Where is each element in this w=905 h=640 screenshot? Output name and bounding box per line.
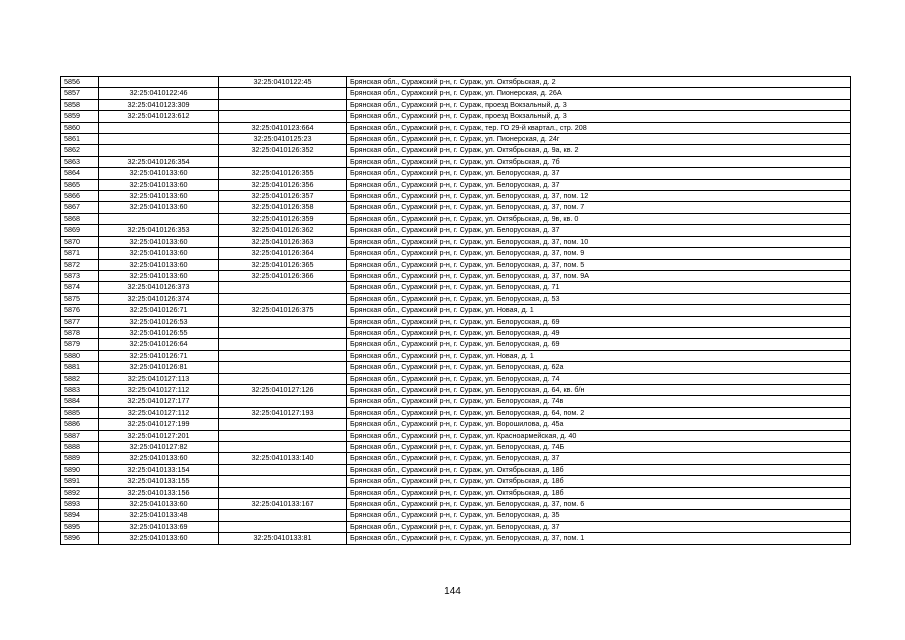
address-cell: Брянская обл., Суражский р-н, г. Сураж, ул. Белорусская, д. 37: [347, 179, 851, 190]
table-row: [61, 305, 851, 316]
object-cadastral-number-cell: 32:25:0410126:355: [219, 168, 347, 179]
row-number-cell: 5892: [61, 487, 99, 498]
object-cadastral-number-cell: [219, 156, 347, 167]
table-row: [61, 88, 851, 99]
table-row: [61, 521, 851, 532]
table-row: [61, 419, 851, 430]
address-cell: Брянская обл., Суражский р-н, г. Сураж, ул. Белорусская, д. 49: [347, 327, 851, 338]
cadastral-number-cell: 32:25:0410133:60: [99, 179, 219, 190]
table-row: [61, 111, 851, 122]
table-row: [61, 362, 851, 373]
row-number-cell: 5889: [61, 453, 99, 464]
row-number-cell: 5878: [61, 327, 99, 338]
address-cell: Брянская обл., Суражский р-н, г. Сураж, ул. Белорусская, д. 71: [347, 282, 851, 293]
object-cadastral-number-cell: 32:25:0410126:363: [219, 236, 347, 247]
cadastral-number-cell: [99, 77, 219, 88]
cadastral-number-cell: 32:25:0410123:612: [99, 111, 219, 122]
address-cell: Брянская обл., Суражский р-н, г. Сураж, ул. Белорусская, д. 37, пом. 7: [347, 202, 851, 213]
table-row: [61, 270, 851, 281]
row-number-cell: 5891: [61, 476, 99, 487]
row-number-cell: 5880: [61, 350, 99, 361]
cadastral-number-cell: 32:25:0410126:55: [99, 327, 219, 338]
address-cell: Брянская обл., Суражский р-н, г. Сураж, ул. Белорусская, д. 74: [347, 373, 851, 384]
cadastral-number-cell: 32:25:0410126:71: [99, 305, 219, 316]
row-number-cell: 5879: [61, 339, 99, 350]
table-row: [61, 134, 851, 145]
address-cell: Брянская обл., Суражский р-н, г. Сураж, ул. Октябрьская, д. 2: [347, 77, 851, 88]
address-cell: Брянская обл., Суражский р-н, г. Сураж, ул. Белорусская, д. 62а: [347, 362, 851, 373]
object-cadastral-number-cell: 32:25:0410126:358: [219, 202, 347, 213]
address-cell: Брянская обл., Суражский р-н, г. Сураж, ул. Пионерская, д. 26А: [347, 88, 851, 99]
row-number-cell: 5881: [61, 362, 99, 373]
address-cell: Брянская обл., Суражский р-н, г. Сураж, ул. Октябрьская, д. 7б: [347, 156, 851, 167]
object-cadastral-number-cell: 32:25:0410126:366: [219, 270, 347, 281]
object-cadastral-number-cell: [219, 88, 347, 99]
cadastral-number-cell: 32:25:0410127:177: [99, 396, 219, 407]
row-number-cell: 5872: [61, 259, 99, 270]
row-number-cell: 5890: [61, 464, 99, 475]
address-cell: Брянская обл., Суражский р-н, г. Сураж, ул. Новая, д. 1: [347, 350, 851, 361]
row-number-cell: 5856: [61, 77, 99, 88]
row-number-cell: 5893: [61, 499, 99, 510]
cadastral-number-cell: 32:25:0410122:46: [99, 88, 219, 99]
address-cell: Брянская обл., Суражский р-н, г. Сураж, ул. Белорусская, д. 37: [347, 225, 851, 236]
row-number-cell: 5896: [61, 533, 99, 544]
object-cadastral-number-cell: 32:25:0410126:359: [219, 213, 347, 224]
table-row: [61, 156, 851, 167]
table-row: [61, 225, 851, 236]
object-cadastral-number-cell: 32:25:0410123:664: [219, 122, 347, 133]
cadastral-number-cell: 32:25:0410133:60: [99, 259, 219, 270]
cadastral-number-cell: 32:25:0410133:69: [99, 521, 219, 532]
table-row: [61, 350, 851, 361]
address-cell: Брянская обл., Суражский р-н, г. Сураж, ул. Белорусская, д. 37, пом. 9А: [347, 270, 851, 281]
row-number-cell: 5876: [61, 305, 99, 316]
address-cell: Брянская обл., Суражский р-н, г. Сураж, ул. Октябрьская, д. 18б: [347, 476, 851, 487]
cadastral-number-cell: 32:25:0410133:60: [99, 168, 219, 179]
cadastral-number-cell: 32:25:0410133:60: [99, 236, 219, 247]
object-cadastral-number-cell: [219, 487, 347, 498]
address-cell: Брянская обл., Суражский р-н, г. Сураж, ул. Белорусская, д. 37: [347, 168, 851, 179]
row-number-cell: 5887: [61, 430, 99, 441]
address-cell: Брянская обл., Суражский р-н, г. Сураж, ул. Красноармейская, д. 40: [347, 430, 851, 441]
object-cadastral-number-cell: [219, 464, 347, 475]
address-cell: Брянская обл., Суражский р-н, г. Сураж, ул. Белорусская, д. 37, пом. 10: [347, 236, 851, 247]
object-cadastral-number-cell: 32:25:0410133:81: [219, 533, 347, 544]
table-row: [61, 316, 851, 327]
object-cadastral-number-cell: [219, 293, 347, 304]
table-body: [61, 77, 851, 545]
page-number: 144: [444, 586, 461, 597]
object-cadastral-number-cell: [219, 327, 347, 338]
table-row: [61, 122, 851, 133]
row-number-cell: 5864: [61, 168, 99, 179]
object-cadastral-number-cell: [219, 442, 347, 453]
cadastral-number-cell: 32:25:0410126:353: [99, 225, 219, 236]
cadastral-number-cell: 32:25:0410133:154: [99, 464, 219, 475]
object-cadastral-number-cell: 32:25:0410133:167: [219, 499, 347, 510]
object-cadastral-number-cell: [219, 316, 347, 327]
table-row: [61, 373, 851, 384]
cadastral-number-cell: [99, 134, 219, 145]
address-cell: Брянская обл., Суражский р-н, г. Сураж, ул. Белорусская, д. 64, кв. б/н: [347, 384, 851, 395]
table-row: [61, 282, 851, 293]
cadastral-number-cell: 32:25:0410133:60: [99, 191, 219, 202]
object-cadastral-number-cell: 32:25:0410125:23: [219, 134, 347, 145]
cadastral-number-cell: 32:25:0410133:60: [99, 248, 219, 259]
object-cadastral-number-cell: 32:25:0410127:126: [219, 384, 347, 395]
table-row: [61, 476, 851, 487]
row-number-cell: 5861: [61, 134, 99, 145]
cadastral-number-cell: [99, 213, 219, 224]
address-cell: Брянская обл., Суражский р-н, г. Сураж, ул. Белорусская, д. 37, пом. 9: [347, 248, 851, 259]
cadastral-number-cell: 32:25:0410133:60: [99, 202, 219, 213]
cadastral-number-cell: 32:25:0410133:60: [99, 533, 219, 544]
table-row: [61, 99, 851, 110]
table-row: [61, 464, 851, 475]
row-number-cell: 5883: [61, 384, 99, 395]
table-row: [61, 407, 851, 418]
cadastral-number-cell: 32:25:0410126:373: [99, 282, 219, 293]
cadastral-number-cell: 32:25:0410127:201: [99, 430, 219, 441]
object-cadastral-number-cell: [219, 396, 347, 407]
address-cell: Брянская обл., Суражский р-н, г. Сураж, ул. Белорусская, д. 35: [347, 510, 851, 521]
table-row: [61, 259, 851, 270]
object-cadastral-number-cell: [219, 510, 347, 521]
cadastral-number-cell: 32:25:0410133:48: [99, 510, 219, 521]
cadastral-number-cell: 32:25:0410133:155: [99, 476, 219, 487]
cadastral-number-cell: 32:25:0410126:64: [99, 339, 219, 350]
cadastral-number-cell: [99, 122, 219, 133]
row-number-cell: 5888: [61, 442, 99, 453]
object-cadastral-number-cell: [219, 282, 347, 293]
address-cell: Брянская обл., Суражский р-н, г. Сураж, ул. Белорусская, д. 69: [347, 316, 851, 327]
row-number-cell: 5877: [61, 316, 99, 327]
row-number-cell: 5863: [61, 156, 99, 167]
row-number-cell: 5868: [61, 213, 99, 224]
object-cadastral-number-cell: [219, 521, 347, 532]
cadastral-number-cell: 32:25:0410133:156: [99, 487, 219, 498]
address-cell: Брянская обл., Суражский р-н, г. Сураж, ул. Белорусская, д. 37, пом. 6: [347, 499, 851, 510]
row-number-cell: 5874: [61, 282, 99, 293]
cadastral-number-cell: 32:25:0410127:199: [99, 419, 219, 430]
cadastral-number-cell: 32:25:0410127:112: [99, 407, 219, 418]
object-cadastral-number-cell: [219, 350, 347, 361]
object-cadastral-number-cell: 32:25:0410126:364: [219, 248, 347, 259]
table-row: [61, 248, 851, 259]
address-cell: Брянская обл., Суражский р-н, г. Сураж, ул. Белорусская, д. 53: [347, 293, 851, 304]
cadastral-number-cell: 32:25:0410126:53: [99, 316, 219, 327]
row-number-cell: 5894: [61, 510, 99, 521]
table-row: [61, 213, 851, 224]
address-cell: Брянская обл., Суражский р-н, г. Сураж, ул. Белорусская, д. 69: [347, 339, 851, 350]
table-row: [61, 453, 851, 464]
row-number-cell: 5857: [61, 88, 99, 99]
cadastral-register-table: [60, 76, 851, 545]
row-number-cell: 5895: [61, 521, 99, 532]
row-number-cell: 5869: [61, 225, 99, 236]
address-cell: Брянская обл., Суражский р-н, г. Сураж, проезд Вокзальный, д. 3: [347, 111, 851, 122]
object-cadastral-number-cell: [219, 362, 347, 373]
table-row: [61, 293, 851, 304]
table-row: [61, 384, 851, 395]
address-cell: Брянская обл., Суражский р-н, г. Сураж, ул. Белорусская, д. 37: [347, 453, 851, 464]
row-number-cell: 5882: [61, 373, 99, 384]
object-cadastral-number-cell: 32:25:0410133:140: [219, 453, 347, 464]
cadastral-number-cell: 32:25:0410126:71: [99, 350, 219, 361]
cadastral-number-cell: 32:25:0410126:374: [99, 293, 219, 304]
row-number-cell: 5873: [61, 270, 99, 281]
table-row: [61, 396, 851, 407]
cadastral-number-cell: 32:25:0410133:60: [99, 499, 219, 510]
address-cell: Брянская обл., Суражский р-н, г. Сураж, ул. Октябрьская, д. 18б: [347, 464, 851, 475]
table-row: [61, 202, 851, 213]
address-cell: Брянская обл., Суражский р-н, г. Сураж, ул. Октябрьская, д. 9в, кв. 0: [347, 213, 851, 224]
object-cadastral-number-cell: 32:25:0410126:362: [219, 225, 347, 236]
object-cadastral-number-cell: 32:25:0410126:365: [219, 259, 347, 270]
row-number-cell: 5862: [61, 145, 99, 156]
cadastral-number-cell: 32:25:0410126:354: [99, 156, 219, 167]
row-number-cell: 5858: [61, 99, 99, 110]
table-row: [61, 533, 851, 544]
row-number-cell: 5886: [61, 419, 99, 430]
row-number-cell: 5859: [61, 111, 99, 122]
row-number-cell: 5865: [61, 179, 99, 190]
cadastral-number-cell: 32:25:0410127:112: [99, 384, 219, 395]
cadastral-number-cell: 32:25:0410133:60: [99, 453, 219, 464]
address-cell: Брянская обл., Суражский р-н, г. Сураж, тер. ГО 29-й квартал., стр. 208: [347, 122, 851, 133]
table-row: [61, 168, 851, 179]
object-cadastral-number-cell: 32:25:0410126:357: [219, 191, 347, 202]
cadastral-number-cell: 32:25:0410133:60: [99, 270, 219, 281]
address-cell: Брянская обл., Суражский р-н, г. Сураж, ул. Белорусская, д. 37: [347, 521, 851, 532]
address-cell: Брянская обл., Суражский р-н, г. Сураж, проезд Вокзальный, д. 3: [347, 99, 851, 110]
object-cadastral-number-cell: [219, 99, 347, 110]
table-row: [61, 430, 851, 441]
address-cell: Брянская обл., Суражский р-н, г. Сураж, ул. Пионерская, д. 24г: [347, 134, 851, 145]
cadastral-number-cell: 32:25:0410126:81: [99, 362, 219, 373]
row-number-cell: 5884: [61, 396, 99, 407]
address-cell: Брянская обл., Суражский р-н, г. Сураж, ул. Октябрьская, д. 18б: [347, 487, 851, 498]
row-number-cell: 5885: [61, 407, 99, 418]
row-number-cell: 5867: [61, 202, 99, 213]
object-cadastral-number-cell: 32:25:0410127:193: [219, 407, 347, 418]
object-cadastral-number-cell: [219, 419, 347, 430]
table-row: [61, 191, 851, 202]
row-number-cell: 5860: [61, 122, 99, 133]
row-number-cell: 5871: [61, 248, 99, 259]
object-cadastral-number-cell: [219, 430, 347, 441]
address-cell: Брянская обл., Суражский р-н, г. Сураж, ул. Белорусская, д. 74в: [347, 396, 851, 407]
table-row: [61, 236, 851, 247]
address-cell: Брянская обл., Суражский р-н, г. Сураж, ул. Белорусская, д. 37, пом. 1: [347, 533, 851, 544]
address-cell: Брянская обл., Суражский р-н, г. Сураж, ул. Ворошилова, д. 45а: [347, 419, 851, 430]
table-row: [61, 487, 851, 498]
address-cell: Брянская обл., Суражский р-н, г. Сураж, ул. Октябрьская, д. 9а, кв. 2: [347, 145, 851, 156]
object-cadastral-number-cell: 32:25:0410122:45: [219, 77, 347, 88]
table-row: [61, 339, 851, 350]
row-number-cell: 5875: [61, 293, 99, 304]
cadastral-number-cell: 32:25:0410127:113: [99, 373, 219, 384]
address-cell: Брянская обл., Суражский р-н, г. Сураж, ул. Белорусская, д. 37, пом. 12: [347, 191, 851, 202]
object-cadastral-number-cell: [219, 373, 347, 384]
cadastral-number-cell: 32:25:0410123:309: [99, 99, 219, 110]
object-cadastral-number-cell: [219, 111, 347, 122]
address-cell: Брянская обл., Суражский р-н, г. Сураж, ул. Белорусская, д. 64, пом. 2: [347, 407, 851, 418]
table-row: [61, 327, 851, 338]
row-number-cell: 5866: [61, 191, 99, 202]
table-row: [61, 77, 851, 88]
table-row: [61, 442, 851, 453]
address-cell: Брянская обл., Суражский р-н, г. Сураж, ул. Белорусская, д. 74Б: [347, 442, 851, 453]
object-cadastral-number-cell: 32:25:0410126:352: [219, 145, 347, 156]
object-cadastral-number-cell: [219, 339, 347, 350]
table-row: [61, 499, 851, 510]
address-cell: Брянская обл., Суражский р-н, г. Сураж, ул. Белорусская, д. 37, пом. 5: [347, 259, 851, 270]
cadastral-number-cell: 32:25:0410127:82: [99, 442, 219, 453]
cadastral-number-cell: [99, 145, 219, 156]
object-cadastral-number-cell: 32:25:0410126:375: [219, 305, 347, 316]
row-number-cell: 5870: [61, 236, 99, 247]
address-cell: Брянская обл., Суражский р-н, г. Сураж, ул. Новая, д. 1: [347, 305, 851, 316]
table-row: [61, 145, 851, 156]
object-cadastral-number-cell: 32:25:0410126:356: [219, 179, 347, 190]
table-row: [61, 179, 851, 190]
table-row: [61, 510, 851, 521]
object-cadastral-number-cell: [219, 476, 347, 487]
